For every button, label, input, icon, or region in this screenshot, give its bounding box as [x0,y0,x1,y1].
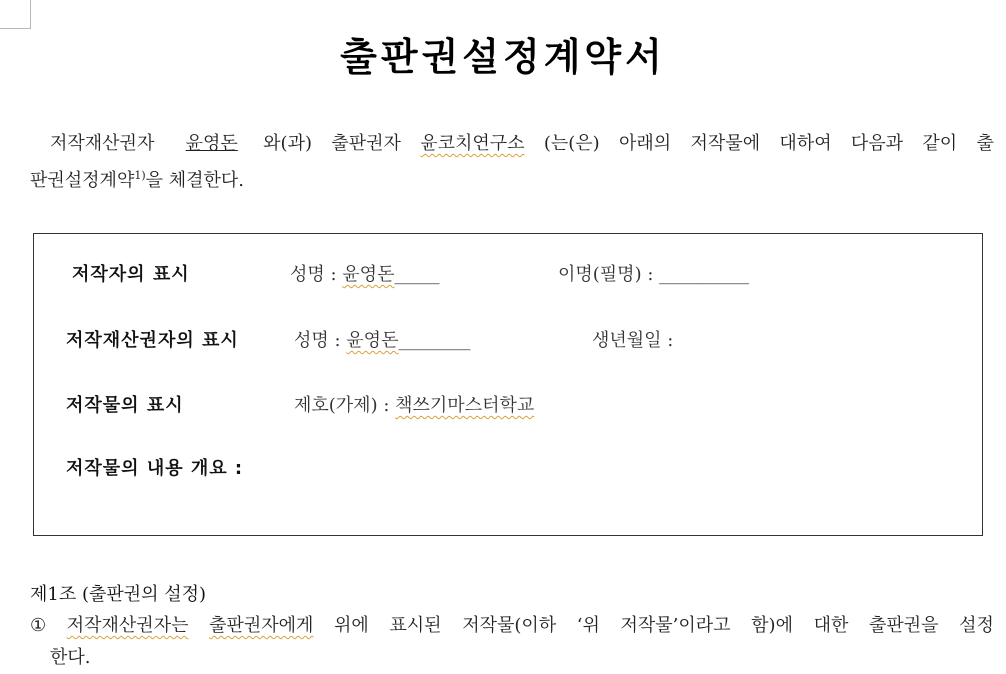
article-heading: 제1조 (출판권의 설정) [30,584,207,605]
intro-paragraph [30,128,994,197]
intro-line-1 [30,128,994,160]
clause-word: 저작재산권자는 [66,615,189,636]
intro-text: 을 체결한다. [145,170,245,191]
intro-text: 대하여 [779,133,832,154]
publisher-name: 윤코치연구소 [420,133,525,154]
field-value: 책쓰기마스터학교 [395,395,535,416]
field-label: 이명(필명) : [558,264,654,285]
intro-text: 저작물에 [690,133,761,154]
clause-line-1 [30,610,994,642]
field-blank: __________ [659,264,750,285]
clause-word: 위에 [334,615,369,636]
field-label: 성명 : [290,264,337,285]
intro-text: 다음과 [850,133,904,154]
holder-label: 저작재산권자의 표시 [66,330,239,351]
intro-text: 같이 [922,133,958,154]
clause-word: 저작물(이하 [462,615,557,636]
birth-field: 생년월일 : [592,330,674,351]
field-label: 제호(가제) : [294,395,390,416]
intro-text: 출 [976,133,994,154]
author-name-field [290,260,439,286]
clause-word: 저작물’이라고 [620,615,731,636]
author-name: 윤영돈 [185,133,238,154]
clause-word: 설정 [959,615,994,636]
field-label: 성명 : [294,330,341,351]
holder-name-field [294,326,470,352]
intro-text: 출판권자 [331,133,401,154]
intro-text: 저작재산권자 [50,133,155,154]
intro-text: (는(은) [543,133,600,154]
article-clause-1 [30,610,994,674]
document-title: 출판권설정계약서 [340,35,666,79]
intro-text: 아래의 [619,133,672,154]
intro-line-2 [30,160,994,197]
work-info-box [33,233,983,536]
clause-word: 대한 [813,615,849,636]
clause-word: 출판권자에게 [209,615,314,636]
alias-field [558,260,749,286]
clause-word: 출판권을 [868,615,939,636]
clause-word: 표시된 [389,615,442,636]
clause-marker: ① [30,615,47,636]
clause-word: ‘위 [576,615,600,636]
field-blank: _____ [394,264,440,285]
field-value: 윤영돈 [346,330,399,351]
author-label: 저작자의 표시 [72,264,190,285]
content-label: 저작물의 내용 개요 : [66,458,244,479]
field-blank: ________ [398,330,471,351]
clause-line-2: 한다. [50,647,91,668]
work-title-field [294,391,534,417]
intro-text: 와(과) [263,133,312,154]
field-value: 윤영돈 [342,264,395,285]
crop-mark-vertical [30,0,31,28]
clause-word: 함)에 [751,615,793,636]
intro-text: 판권설정계약 [30,170,135,191]
footnote-marker[interactable]: 1) [134,169,146,182]
work-label: 저작물의 표시 [66,395,184,416]
